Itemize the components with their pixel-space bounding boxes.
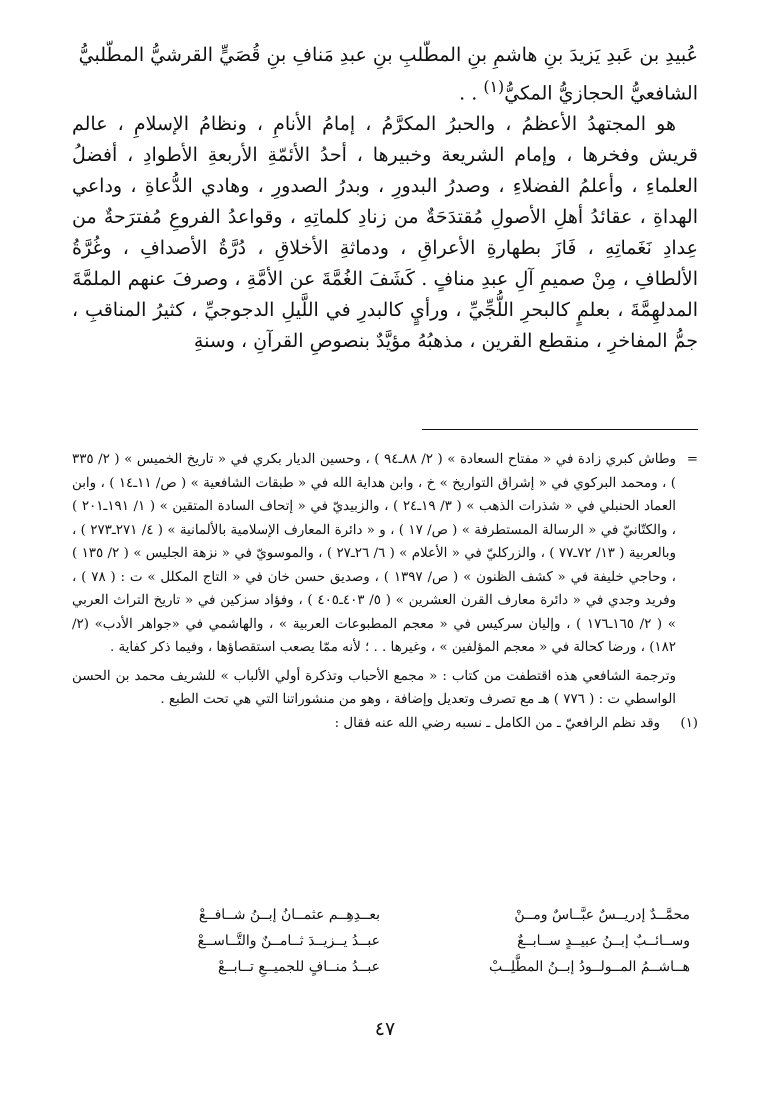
translation-note: وترجمة الشافعي هذه اقتطفت من كتاب : « مجمع الأحباب وتذكرة أولي الألباب » للشريف محمد بن الحسن الواسطي ت : ( ٧٧٦ ) هـ مع تصرف وتعديل وإضافة ، وهو من منشوراتنا التي هي تحت الطبع . — [72, 668, 676, 707]
poem-hemistich-second: بعــدِهِــم عثمــانُ إبــنُ شــافــعْ — [198, 907, 380, 923]
lineage-nisba: الشافعيُّ الحجازيُّ المكيُّ — [504, 82, 698, 105]
poem-hemistich-first: وســائــبٌ إبــنُ عبيــدٍ ســابــعٌ — [517, 933, 690, 949]
footnotes-section — [72, 448, 698, 878]
poem-verse — [90, 902, 690, 928]
footnote-1 — [72, 712, 698, 736]
lineage-line-end — [72, 71, 698, 109]
lineage-tail: . . — [459, 82, 484, 105]
main-body-text — [72, 40, 698, 400]
poem-hemistich-first: هــاشــمُ المــولــودُ إبــنُ المطَّلِــبْ — [488, 959, 690, 975]
footnote-continuation — [72, 448, 698, 660]
footnote-reference: (١) — [483, 77, 505, 96]
poem-hemistich-second: عبــدُ يــزيــدَ ثــامــنٌ والتَّــاســعْ — [197, 933, 380, 949]
footnote-1-text: وقد نظم الرافعيّ ـ من الكامل ـ نسبه رضي الله عنه فقال : — [334, 715, 660, 731]
poem-verses — [90, 902, 690, 980]
page-number: ٤٧ — [374, 1018, 396, 1040]
poem-verse — [90, 954, 690, 980]
poem-hemistich-first: محمَّــدٌ إدريــسٌ عبَّــاسٌ ومــنْ — [514, 907, 690, 923]
footnote-1-marker: (١) — [680, 715, 698, 731]
footnote-divider — [422, 429, 698, 430]
lineage-line: عُبيدِ بن عَبدِ يَزيدَ بنِ هاشمِ بنِ المطَّلبِ بنِ عبدِ مَنافِ بنِ قُصَيٍّ القرشيُّ المطَّلبيُّ — [78, 44, 698, 66]
footnote-continuation-text: وطاش كبري زادة في « مفتاح السعادة » ( ٢/ ٨٨ـ٩٤ ) ، وحسين الديار بكري في « تاريخ الخميس » ( ٢/ ٣٣٥ ) ، ومحمد البركوي في « إشراق التواريخ » خ ، وابن هداية الله في « طبقات الشافعية » ( ص/ ١١ـ١٤ ) ، وابن العماد الحنبلي في « شذرات الذهب » ( ٣/ ١٩ـ٢٤ ) ، والزبيديّ في « إتحاف السادة المتقين » ( ١/ ١٩١ـ٢٠١ ) ، والكتّانيّ في « الرسالة المستطرفة » ( ص/ ١٧ ) ، و « دائرة المعارف الإسلامية بالألمانية » ( ٤/ ٢٧١ـ٢٧٣ ) ، وبالعربية ( ١٣/ ٧٢ـ٧٧ ) ، والزركليّ في « الأعلام » ( ٦/ ٢٦ـ٢٧ ) ، والموسويّ في « نزهة الجليس » ( ٢/ ١٣٥ ) ، وحاجي خليفة في « كشف الظنون » ( ص/ ١٣٩٧ ) ، وصديق حسن خان في « التاج المكلل » ت : ( ٧٨ ) ، وفريد وجدي في « دائرة معارف القرن العشرين » ( ٥/ ٤٠٣ـ٤٠٥ ) ، وفؤاد سزكين في « تاريخ التراث العربي » ( ٢/ ١٦٥ـ١٧٦ ) ، وإليان سركيس في « معجم المطبوعات العربية » ، والهاشمي في «جواهر الأدب» (٢/ ١٨٢) ، ورضا كحالة في « معجم المؤلفين » ، وغيرها . . ؛ لأنه ممّا يصعب استقصاؤها ، وفيما ذكر كفاية . — [72, 452, 676, 655]
poem-hemistich-second: عبــدُ منــافٍ للجميــعِ تــابــعْ — [217, 959, 380, 975]
poem-verse — [90, 928, 690, 954]
continuation-marker: = — [686, 452, 698, 467]
main-paragraph: هو المجتهدُ الأعظمُ ، والحبرُ المكرَّمُ ، إمامُ الأنامِ ، ونظامُ الإسلامِ ، عالم قريش وفخرها ، وإمام الشريعة وخبيرها ، أحدُ الأئمّةِ الأربعةِ الأطوادِ ، أفضلُ العلماءِ ، وأعلمُ الفضلاءِ ، وصدرُ البدورِ ، وبدرُ الصدورِ ، وهادي الدُّعاةِ ، وداعي الهداةِ ، عقائدُ أهلِ الأصولِ مُقتدَحَةٌ من زنادِ كلماتِهِ ، وقواعدُ الفروعِ مُفترَحةٌ من عِدادِ نَغَماتِهِ ، فَازَ بطهارةِ الأعراقِ ، ودماثةِ الأخلاقِ ، دُرَّةُ الأصدافِ ، وغُرَّةُ الألطافِ ، مِنْ صميمِ آلِ عبدِ منافٍ . كَشَفَ الغُمَّةَ عن الأمَّةِ ، وصرفَ عنهم الملمَّةَ المدلهِمَّةَ ، بعلمٍ كالبحرِ اللُّجِّيِّ ، ورأيٍ كالبدرِ في اللَّيلِ الدجوجيِّ ، كثيرُ المناقبِ ، جمُّ المفاخرِ ، منقطع القرين ، مذهبُهُ مؤيَّدٌ بنصوصِ القرآنِ ، وسنةِ — [72, 113, 698, 353]
